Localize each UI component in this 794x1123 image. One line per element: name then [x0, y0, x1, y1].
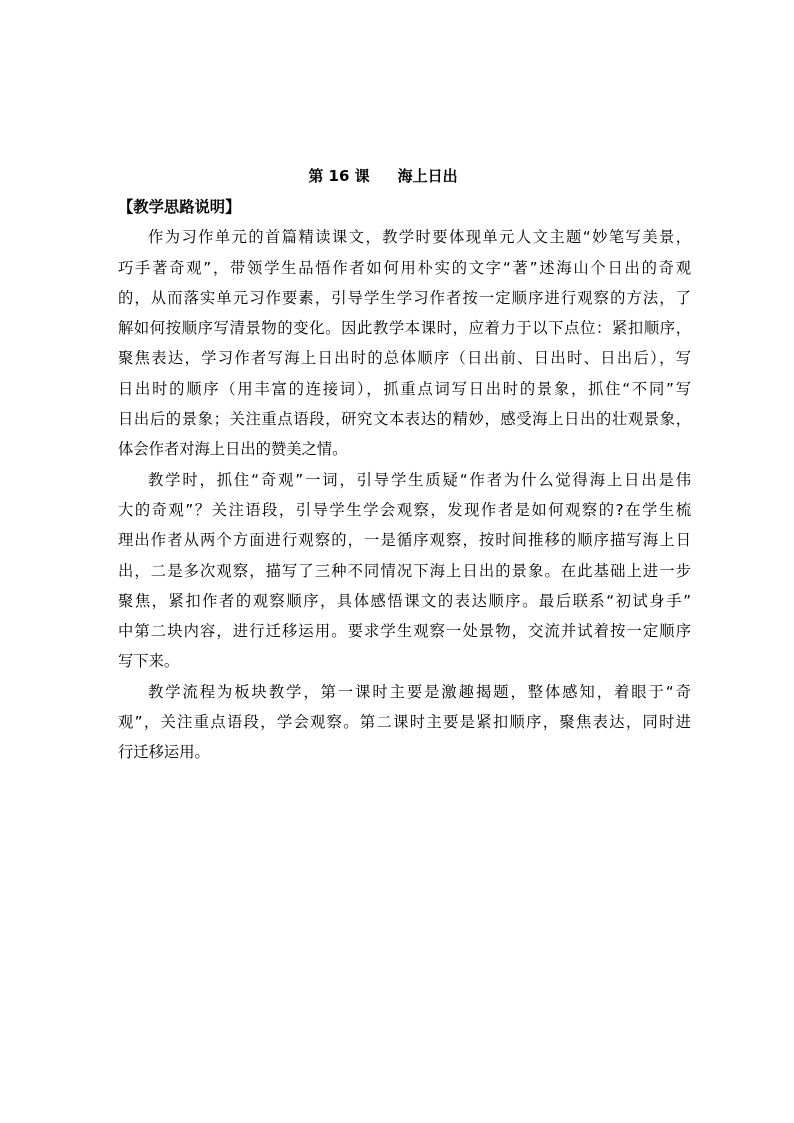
paragraph-line: 解如何按顺序写清景物的变化。因此教学本课时，应着力于以下点位：紧扣顺序，: [118, 319, 691, 338]
paragraph-line: 聚焦表达，学习作者写海上日出时的总体顺序（日出前、日出时、日出后），写: [118, 349, 691, 368]
paragraph-line: 日出时的顺序（用丰富的连接词），抓重点词写日出时的景象，抓住“不同”写: [118, 379, 691, 398]
paragraph: [118, 465, 691, 677]
paragraph-line: 大的奇观”？关注语段，引导学生学会观察，发现作者是如何观察的?在学生梳: [118, 500, 691, 519]
paragraph: [118, 222, 691, 464]
paragraph-line: 日出后的景象；关注重点语段，研究文本表达的精妙，感受海上日出的壮观景象，: [118, 410, 691, 429]
paragraph-line: 行迁移运用。: [118, 743, 210, 762]
paragraph-line: 作为习作单元的首篇精读课文，教学时要体现单元人文主题“妙笔写美景，: [148, 228, 691, 247]
paragraph-line: 理出作者从两个方面进行观察的，一是循序观察，按时间推移的顺序描写海上日: [118, 531, 691, 550]
paragraph-line: 教学流程为板块教学，第一课时主要是激趣揭题，整体感知，着眼于“奇: [148, 682, 691, 701]
paragraph-line: 观”，关注重点语段，学会观察。第二课时主要是紧扣顺序，聚焦表达，同时进: [118, 713, 691, 732]
paragraph-line: 巧手著奇观”，带领学生品悟作者如何用朴实的文字“著”述海山个日出的奇观: [118, 258, 691, 277]
section-heading: 【教学思路说明】: [118, 198, 241, 216]
document-body: [118, 192, 691, 768]
lesson-name: 海上日出: [397, 167, 458, 185]
paragraph: [118, 677, 691, 768]
paragraph-line: 聚焦，紧扣作者的观察顺序，具体感悟课文的表达顺序。最后联系“初试身手”: [118, 591, 691, 610]
paragraph-line: 出，二是多次观察，描写了三种不同情况下海上日出的景象。在此基础上进一步: [118, 561, 691, 580]
paragraph-line: 写下来。: [118, 652, 180, 671]
page-title: [0, 165, 766, 187]
paragraph-line: 教学时，抓住“奇观”一词，引导学生质疑“作者为什么觉得海上日出是伟: [148, 470, 691, 489]
lesson-number: 第 16 课: [308, 167, 370, 185]
paragraph-line: 体会作者对海上日出的赞美之情。: [118, 440, 348, 459]
paragraph-line: 的，从而落实单元习作要素，引导学生学习作者按一定顺序进行观察的方法，了: [118, 288, 691, 307]
paragraph-line: 中第二块内容，进行迁移运用。要求学生观察一处景物，交流并试着按一定顺序: [118, 622, 691, 641]
